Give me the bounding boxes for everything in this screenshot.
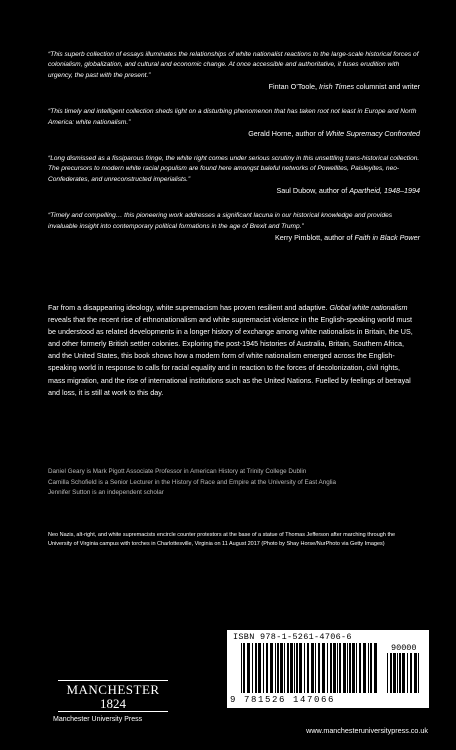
endorser-name: Kerry Pimblott, bbox=[274, 233, 323, 243]
cover-photo-caption: Neo Nazis, alt-right, and white supremacists encircle counter protestors at the base of a statue of Thomas Jefferson after marching through the University of Virginia campus with torches in Charlottesville, Virginia on 11 August 2017 (Photo by Shay Horse/NurPhoto via Getty Images) bbox=[48, 532, 396, 547]
endorsement-horne bbox=[48, 107, 420, 139]
endorser-name: Saul Dubow, bbox=[276, 186, 317, 196]
book-title: Global white nationalism bbox=[329, 303, 408, 312]
endorsement-text: “This timely and intelligent collection sheds light on a disturbing phenomenon that has taken root not least in Europe and North America: white nationalism.” bbox=[48, 108, 417, 126]
endorsement-attribution bbox=[48, 129, 420, 139]
endorsement-text: “Long dismissed as a fissiparous fringe, the white right comes under serious scrutiny in this unsettling trans-historical collection. The precursors to modern white racial populism are found here amongst baleful networks of Powellites, Paisleyites, neo-Confederates, and unreconstructed imperialists.” bbox=[48, 155, 420, 183]
endorser-name: Fintan O’Toole, bbox=[268, 82, 317, 92]
author-bio: Daniel Geary is Mark Pigott Associate Professor in American History at Trinity College Dublin bbox=[48, 468, 307, 475]
endorser-book: Apartheid, 1948–1994 bbox=[349, 186, 420, 196]
endorsement-attribution bbox=[48, 186, 420, 196]
price-code: 90000 bbox=[391, 643, 417, 653]
endorser-book: White Supremacy Confronted bbox=[325, 129, 420, 139]
barcode-digits: 9 781526 147066 bbox=[230, 695, 336, 705]
barcode-bars bbox=[241, 643, 381, 693]
endorser-name: Gerald Horne, bbox=[248, 129, 294, 139]
endorsement-dubow bbox=[48, 154, 420, 196]
endorser-role: columnist and writer bbox=[356, 82, 420, 92]
logo-year: 1824 bbox=[100, 696, 126, 711]
author-bio: Camilla Schofield is a Senior Lecturer in the History of Race and Empire at the University of East Anglia bbox=[48, 478, 337, 486]
endorser-role: author of bbox=[295, 129, 324, 139]
book-description bbox=[48, 302, 413, 399]
publisher-name: Manchester University Press bbox=[53, 716, 143, 723]
author-bios bbox=[48, 467, 428, 499]
addon-barcode-bars bbox=[387, 653, 423, 693]
author-bio: Jennifer Sutton is an independent scholar bbox=[48, 489, 164, 497]
logo-mark bbox=[58, 680, 168, 712]
endorsement-attribution bbox=[48, 82, 420, 92]
endorser-publication: Irish Times bbox=[319, 82, 355, 92]
logo-name: MANCHESTER bbox=[66, 682, 160, 697]
publisher-logo bbox=[53, 680, 208, 723]
description-body: reveals that the recent rise of ethnonationalism and white supremacist violence in the English-speaking world must be understood as related developments in a longer history of exchange among white nationalists in Britain, the US, and other formerly British settler colonies. Exploring the post-1945 histories of Australia, Britain, Southern Africa, and the United States, this book shows how a modern form of white nationalism emerged across the English-speaking world in response to calls for racial equality and in reaction to the forces of decolonization, civil rights, mass migration, and the rise of international institutions such as the United Nations. Fuelled by feelings of betrayal and loss, it is still at work to this day. bbox=[48, 315, 413, 397]
endorsement-text: “This superb collection of essays illuminates the relationships of white nationalist reactions to the large-scale historical forces of colonialism, globalization, and cultural and economic change. At once accessible and authoritative, it fuses erudition with urgency, the past with the present.” bbox=[48, 51, 419, 79]
endorsement-attribution bbox=[48, 233, 420, 243]
endorser-role: author of bbox=[318, 186, 348, 196]
isbn-number: ISBN 978-1-5261-4706-6 bbox=[233, 632, 352, 642]
endorsement-pimblott bbox=[48, 211, 420, 243]
isbn-barcode bbox=[227, 630, 429, 708]
endorsements bbox=[48, 50, 420, 258]
description-intro: Far from a disappearing ideology, white supremacism has proven resilient and adaptive. bbox=[48, 303, 328, 312]
endorser-role: author of bbox=[324, 233, 353, 243]
endorser-book: Faith in Black Power bbox=[354, 233, 420, 243]
endorsement-text: “Timely and compelling… this pioneering work addresses a significant lacuna in our historical knowledge and provides invaluable insight into contemporary political formations in the age of Brexit and Trump.” bbox=[48, 212, 393, 230]
publisher-url[interactable]: www.manchesteruniversitypress.co.uk bbox=[306, 726, 428, 735]
endorsement-otoole bbox=[48, 50, 420, 92]
